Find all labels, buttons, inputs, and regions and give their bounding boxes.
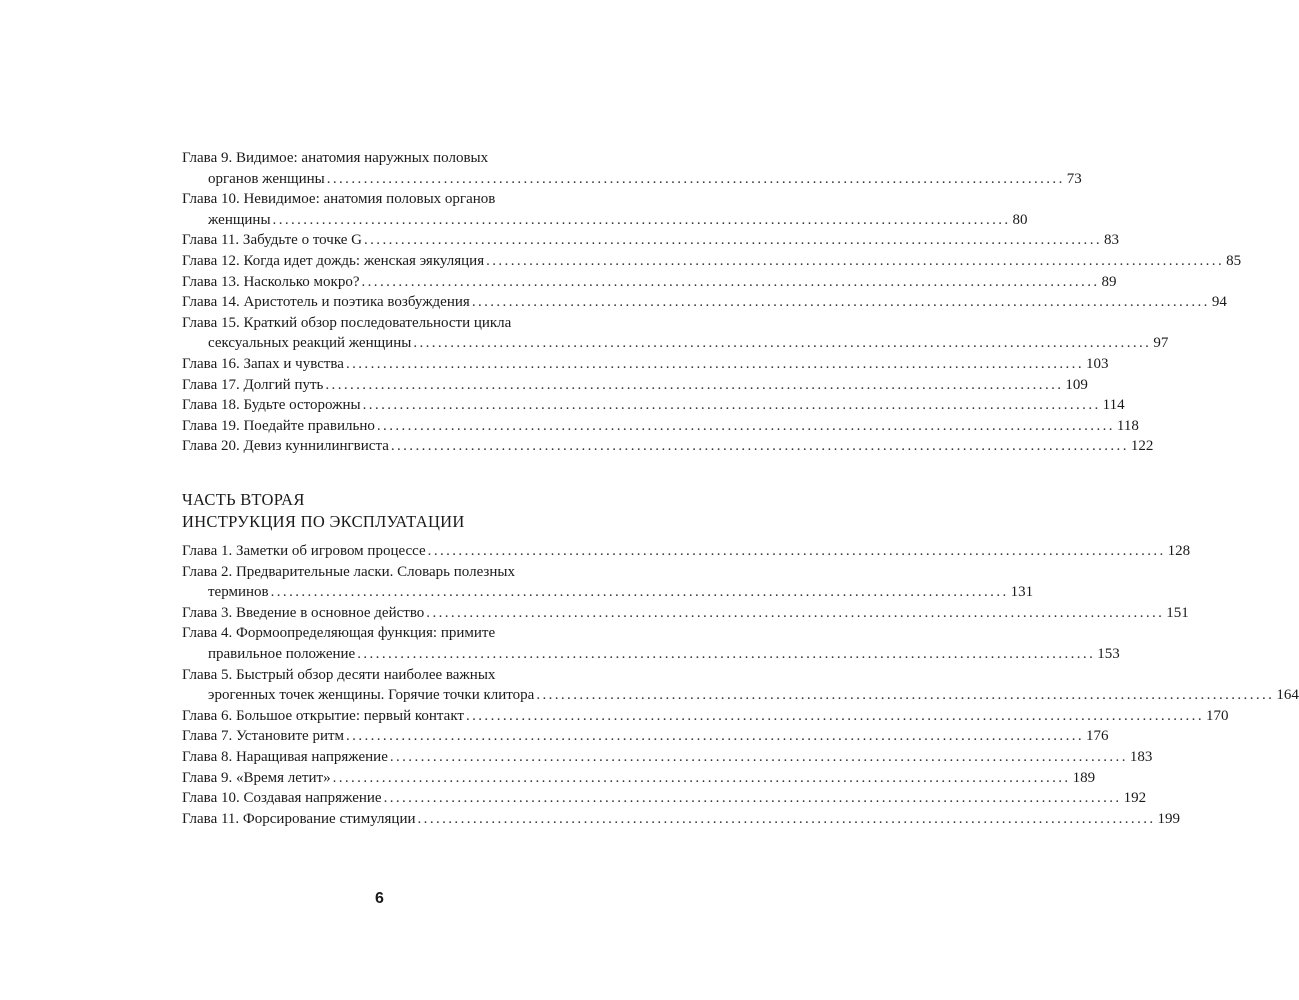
toc-entry-title: органов женщины [208, 170, 325, 187]
dot-leader: ........................................................................................................................ [326, 170, 1065, 187]
toc-entry-continuation [182, 685, 1299, 706]
toc-entry-line [182, 541, 1191, 562]
toc-entry [182, 354, 1109, 375]
dot-leader: ........................................................................................................................ [332, 769, 1071, 786]
toc-entry-line [182, 809, 1181, 830]
dot-leader: ........................................................................................................................ [325, 376, 1064, 393]
toc-page-number: 73 [1066, 170, 1082, 187]
toc-entry-line [182, 562, 646, 583]
toc-entry-line [182, 148, 646, 169]
toc-page-number: 118 [1116, 417, 1139, 434]
dot-leader: ........................................................................................................................ [270, 584, 1009, 601]
toc-page-number: 131 [1010, 584, 1034, 601]
toc-page-number: 114 [1102, 397, 1125, 414]
dot-leader: ........................................................................................................................ [362, 397, 1101, 414]
toc-entry-title: Глава 20. Девиз куннилингвиста [182, 438, 389, 455]
dot-leader: ........................................................................................................................ [390, 438, 1129, 455]
toc-entry-continuation [182, 169, 1082, 190]
toc-entry-title: Глава 4. Формоопределяющая функция: примите [182, 625, 496, 642]
toc-entry-title: Глава 14. Аристотель и поэтика возбуждения [182, 294, 470, 311]
section-heading [182, 489, 465, 533]
toc-entry-title: Глава 1. Заметки об игровом процессе [182, 543, 426, 559]
toc-entry [182, 395, 1125, 416]
toc-page-number: 85 [1226, 252, 1242, 269]
toc-page-number: 153 [1097, 645, 1120, 662]
toc-page-number: 170 [1205, 707, 1229, 724]
toc-page-number: 189 [1072, 769, 1096, 786]
toc-entry-title: Глава 5. Быстрый обзор десяти наиболее важных [182, 666, 496, 683]
dot-leader: ........................................................................................................................ [471, 294, 1210, 311]
toc-entry-continuation [182, 644, 1120, 665]
toc-entry-line [182, 354, 1109, 375]
toc-entry-title: женщины [208, 211, 271, 228]
toc-entry-title: Глава 10. Невидимое: анатомия половых органов [182, 191, 496, 208]
toc-entry-line [182, 416, 1139, 437]
toc-entry-line [182, 726, 1109, 747]
dot-leader: ........................................................................................................................ [345, 355, 1084, 372]
toc-entry-line [182, 230, 1119, 251]
toc-page-number: 80 [1012, 211, 1028, 228]
dot-leader: ........................................................................................................................ [413, 335, 1152, 352]
toc-page-number: 94 [1211, 294, 1227, 311]
toc-entry-title: Глава 19. Поедайте правильно [182, 417, 375, 434]
dot-leader: ........................................................................................................................ [272, 211, 1011, 228]
toc-entry-title: Глава 8. Наращивая напряжение [182, 748, 388, 765]
toc-page-number: 89 [1101, 273, 1117, 290]
toc-entry-continuation [182, 210, 1028, 231]
toc-entry [182, 416, 1139, 437]
toc-page-number: 83 [1104, 232, 1119, 249]
toc-list-part-two [182, 541, 1299, 829]
toc-entry [182, 292, 1227, 313]
toc-entry [182, 272, 1117, 293]
toc-entry [182, 788, 1147, 809]
toc-entry-line [182, 395, 1125, 416]
toc-entry-line [182, 375, 1088, 396]
toc-entry [182, 375, 1088, 396]
toc-entry-title: сексуальных реакций женщины [208, 335, 412, 352]
toc-entry-line [182, 706, 1229, 727]
toc-entry-line [182, 436, 1154, 457]
toc-entry-line [182, 292, 1227, 313]
toc-entry-title: Глава 11. Форсирование стимуляции [182, 810, 416, 827]
toc-entry [182, 665, 1299, 706]
dot-leader: ........................................................................................................................ [536, 687, 1275, 704]
toc-entry [182, 603, 1189, 624]
toc-page-number: 128 [1167, 543, 1191, 559]
toc-entry-line [182, 768, 1096, 789]
toc-entry [182, 562, 1034, 603]
toc-page-number: 97 [1153, 335, 1169, 352]
toc-entry-line [182, 313, 646, 334]
toc-entry-title: Глава 2. Предварительные ласки. Словарь полезных [182, 563, 515, 580]
toc-entry-line [182, 623, 646, 644]
toc-entry [182, 768, 1096, 789]
toc-page-number: 109 [1065, 376, 1088, 393]
dot-leader: ........................................................................................................................ [364, 232, 1102, 249]
page-number: 6 [375, 890, 384, 907]
dot-leader: ........................................................................................................................ [361, 273, 1100, 290]
toc-entry-title: Глава 10. Создавая напряжение [182, 790, 382, 807]
dot-leader: ........................................................................................................................ [426, 604, 1165, 621]
dot-leader: ........................................................................................................................ [389, 748, 1128, 765]
section-heading-title: ИНСТРУКЦИЯ ПО ЭКСПЛУАТАЦИИ [182, 512, 465, 531]
toc-entry-title: эрогенных точек женщины. Горячие точки клитора [208, 687, 535, 704]
toc-entry-line [182, 788, 1147, 809]
toc-page-number: 192 [1123, 790, 1147, 807]
toc-entry-line [182, 603, 1189, 624]
toc-page-number: 176 [1086, 728, 1109, 745]
toc-page-number: 183 [1129, 748, 1153, 765]
toc-page-number: 103 [1085, 355, 1109, 372]
toc-entry-title: терминов [208, 584, 269, 601]
dot-leader: ........................................................................................................................ [346, 728, 1085, 745]
toc-entry-title: правильное положение [208, 645, 356, 662]
toc-entry [182, 809, 1181, 830]
toc-entry [182, 230, 1119, 251]
toc-entry-title: Глава 7. Установите ритм [182, 728, 345, 745]
toc-entry-line [182, 272, 1117, 293]
dot-leader: ........................................................................................................................ [376, 417, 1115, 434]
section-heading-part: ЧАСТЬ ВТОРАЯ [182, 490, 305, 509]
toc-entry-line [182, 747, 1153, 768]
toc-entry-title: Глава 15. Краткий обзор последовательности цикла [182, 314, 512, 331]
toc-entry [182, 148, 1082, 189]
toc-entry [182, 189, 1028, 230]
dot-leader: ........................................................................................................................ [486, 252, 1225, 269]
toc-entry-continuation [182, 582, 1034, 603]
dot-leader: ........................................................................................................................ [357, 645, 1096, 662]
toc-page-number: 122 [1130, 438, 1154, 455]
toc-page-number: 199 [1157, 810, 1181, 827]
toc-list-part-one [182, 148, 1242, 457]
toc-entry-title: Глава 9. «Время летит» [182, 769, 331, 786]
toc-entry-title: Глава 9. Видимое: анатомия наружных половых [182, 150, 489, 166]
toc-entry-title: Глава 17. Долгий путь [182, 376, 324, 393]
toc-entry [182, 623, 1120, 664]
toc-entry-title: Глава 6. Большое открытие: первый контакт [182, 707, 464, 724]
toc-entry-line [182, 251, 1242, 272]
dot-leader: ........................................................................................................................ [417, 810, 1156, 827]
toc-entry-title: Глава 13. Насколько мокро? [182, 273, 360, 290]
toc-entry [182, 313, 1169, 354]
toc-entry-title: Глава 18. Будьте осторожны [182, 397, 361, 414]
toc-entry-line [182, 189, 646, 210]
toc-entry-title: Глава 11. Забудьте о точке G [182, 232, 362, 249]
toc-page-number: 151 [1166, 604, 1189, 621]
toc-entry-title: Глава 3. Введение в основное действо [182, 604, 425, 621]
toc-entry [182, 726, 1109, 747]
toc-entry [182, 541, 1191, 562]
dot-leader: ........................................................................................................................ [383, 790, 1122, 807]
toc-entry [182, 747, 1153, 768]
toc-entry [182, 706, 1229, 727]
dot-leader: ........................................................................................................................ [427, 543, 1166, 559]
toc-entry-continuation [182, 333, 1169, 354]
toc-entry-title: Глава 12. Когда идет дождь: женская эякуляция [182, 252, 485, 269]
toc-page-number: 164 [1276, 687, 1299, 704]
toc-entry [182, 436, 1154, 457]
dot-leader: ........................................................................................................................ [465, 707, 1204, 724]
toc-entry-line [182, 665, 646, 686]
toc-entry-title: Глава 16. Запах и чувства [182, 355, 344, 372]
toc-entry [182, 251, 1242, 272]
